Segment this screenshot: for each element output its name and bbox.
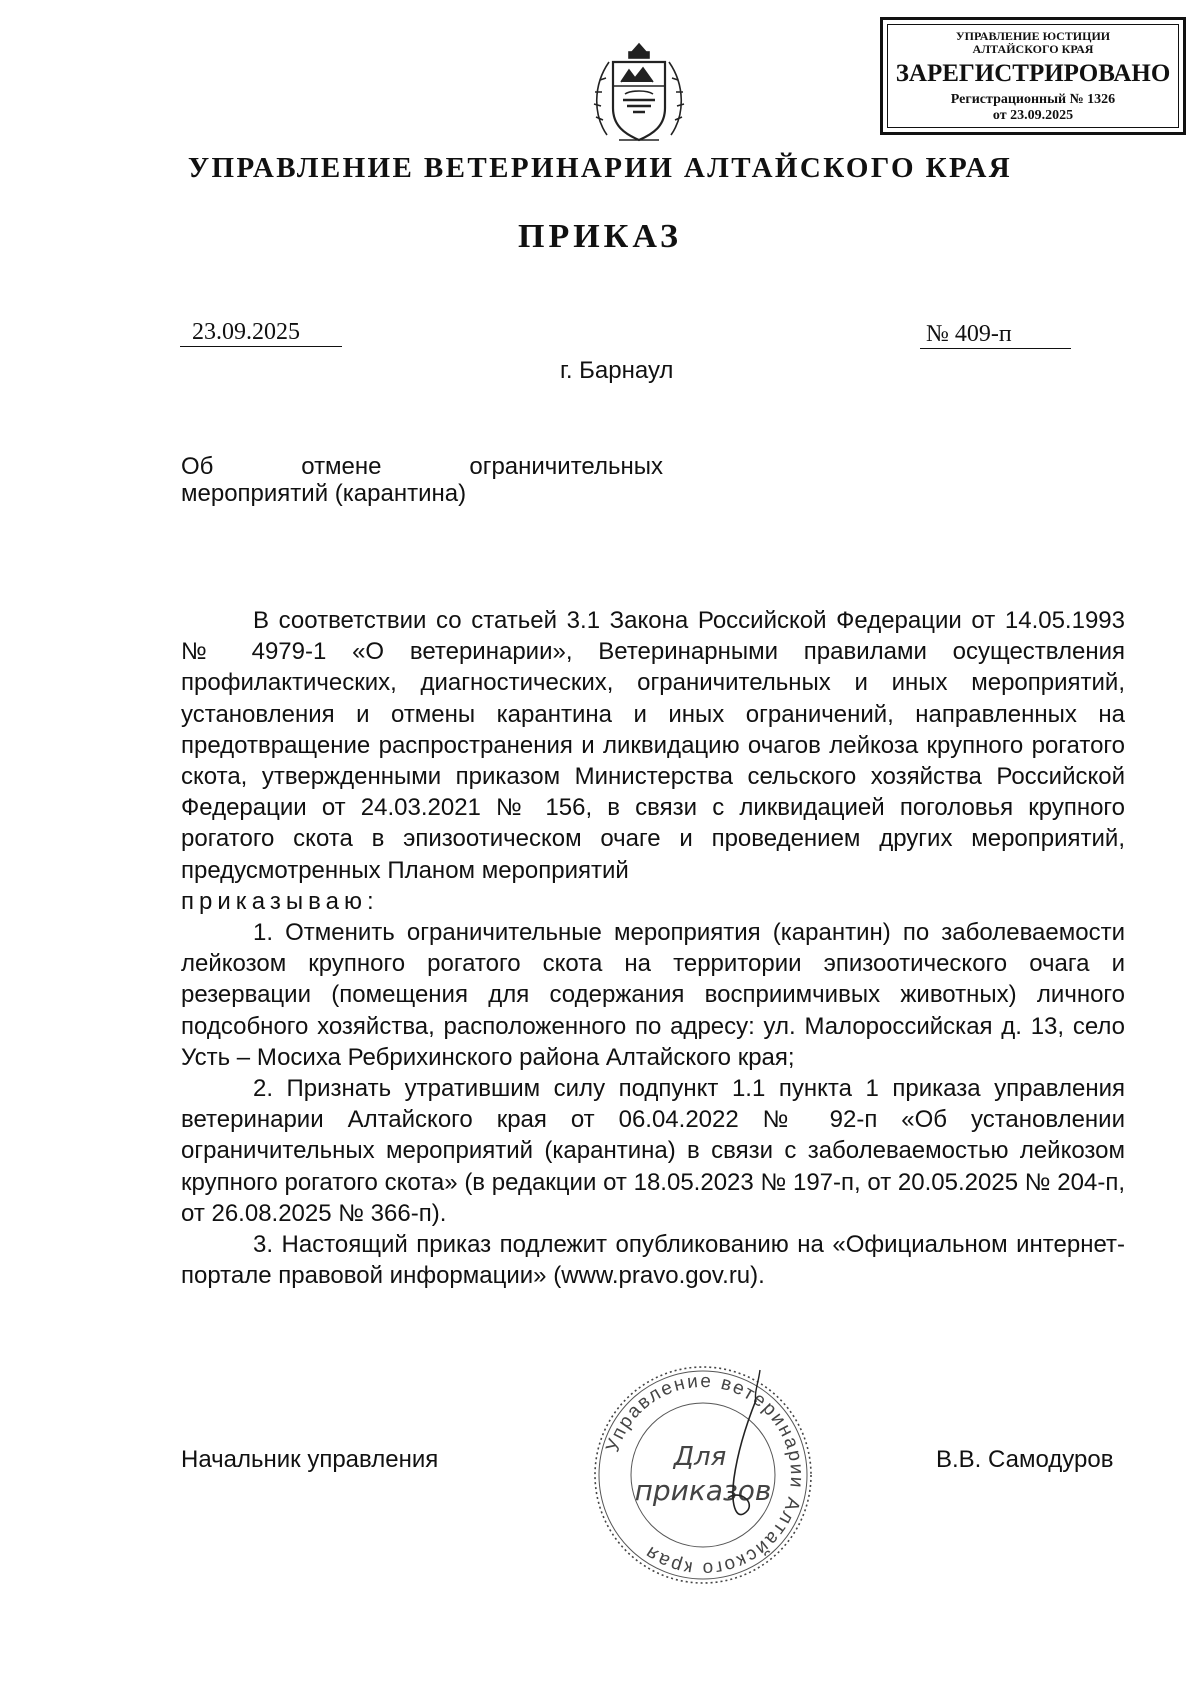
order-number: № 409-п [920, 320, 1071, 349]
document-type: ПРИКАЗ [518, 218, 682, 255]
signatory-role: Начальник управления [181, 1446, 439, 1473]
preamble-paragraph: В соответствии со статьей 3.1 Закона Российской Федерации от 14.05.1993 № 4979-1 «О ветеринарии», Ветеринарными правилами осуществления профилактических, диагностических, ограничительных и иных мероприятий, установления и отмены карантина и иных ограничений, направленных на предотвращение распространения и ликвидацию очагов лейкоза крупного рогатого скота, утвержденными приказом Министерства сельского хозяйства Российской Федерации от 24.03.2021 № 156, в связи с ликвидацией поголовья крупного рогатого скота в эпизоотическом очаге и проведением других мероприятий, предусмотренных Планом мероприятий [181, 607, 1125, 884]
coat-of-arms-icon [589, 40, 689, 152]
svg-text:приказов: приказов [634, 1474, 772, 1507]
order-item-1: 1. Отменить ограничительные мероприятия (карантин) по заболеваемости лейкозом крупного рогатого скота на территории эпизоотического очага и резервации (помещения для содержания восприимчивых животных) личного подсобного хозяйства, расположенного по адресу: ул. Малороссийская д. 13, село Усть – Мосиха Ребрихинского района Алтайского края; [181, 919, 1125, 1071]
city: г. Барнаул [560, 357, 674, 384]
stamp-authority-line2: АЛТАЙСКОГО КРАЯ [972, 42, 1094, 56]
stamp-status: ЗАРЕГИСТРИРОВАНО [895, 60, 1171, 87]
svg-text:Управление ветеринарии Алтайск: Управление ветеринарии Алтайского края [602, 1370, 808, 1580]
order-word: приказываю: [181, 887, 379, 915]
signatory-name: В.В. Самодуров [936, 1446, 1114, 1473]
registration-stamp [880, 17, 1186, 135]
stamp-authority-line1: УПРАВЛЕНИЕ ЮСТИЦИИ [955, 29, 1111, 43]
agency-name: УПРАВЛЕНИЕ ВЕТЕРИНАРИИ АЛТАЙСКОГО КРАЯ [187, 152, 1013, 184]
subject-line2: мероприятий (карантина) [181, 480, 467, 507]
svg-text:Для: Для [673, 1442, 727, 1472]
order-subject [181, 453, 663, 507]
stamp-reg-date: от 23.09.2025 [992, 108, 1074, 123]
subject-line1: Об отмене ограничительных [181, 453, 663, 480]
order-item-2: 2. Признать утратившим силу подпункт 1.1 пункта 1 приказа управления ветеринарии Алтайского края от 06.04.2022 № 92-п «Об установлении ограничительных мероприятий (карантина) в связи с заболеваемостью лейкозом крупного рогатого скота» (в редакции от 18.05.2023 № 197-п, от 20.05.2025 № 204-п, от 26.08.2025 № 366-п). [181, 1075, 1125, 1227]
order-date: 23.09.2025 [180, 318, 342, 347]
order-item-3: 3. Настоящий приказ подлежит опубликованию на «Официальном интернет-портале правовой информации» (www.pravo.gov.ru). [181, 1231, 1125, 1290]
order-body [181, 605, 1125, 1291]
stamp-reg-number: Регистрационный № 1326 [950, 92, 1116, 107]
official-seal-icon [588, 1360, 818, 1590]
